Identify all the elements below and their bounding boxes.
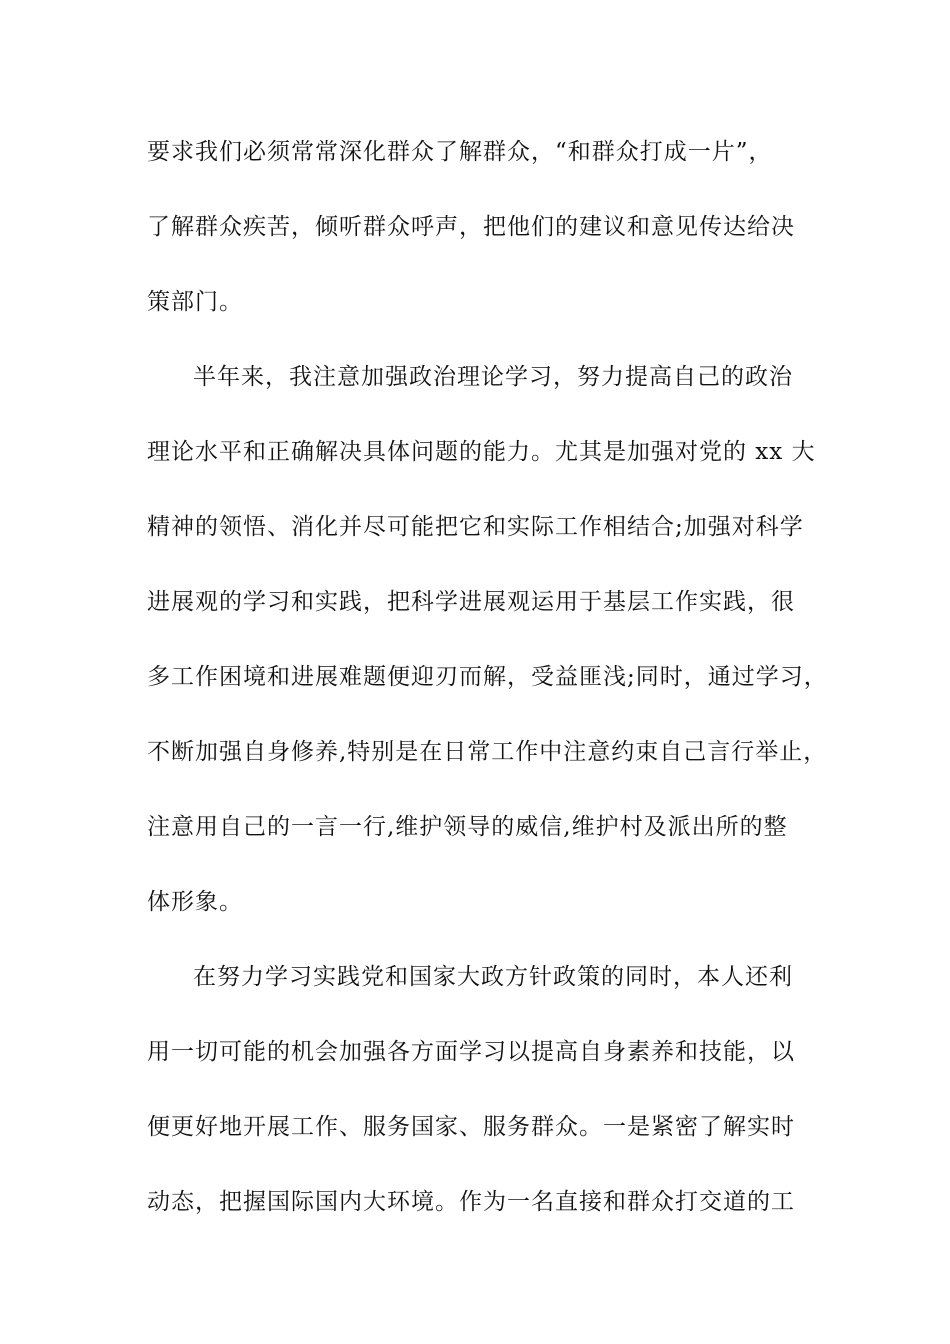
text-line-6: 精神的领悟、消化并尽可能把它和实际工作相结合;加强对科学 (147, 514, 804, 540)
text-line-11: 体形象。 (147, 889, 243, 915)
text-line-3: 策部门。 (147, 289, 243, 315)
text-line-14: 便更好地开展工作、服务国家、服务群众。一是紧密了解实时 (147, 1114, 795, 1140)
text-line-8: 多工作困境和进展难题便迎刃而解，受益匪浅;同时，通过学习， (147, 664, 828, 690)
paragraph-3-first-line: 在努力学习实践党和国家大政方针政策的同时，本人还利 (193, 964, 793, 990)
text-line-9: 不断加强自身修养,特别是在日常工作中注意约束自己言行举止， (147, 739, 828, 765)
text-line-15: 动态，把握国际国内大环境。作为一名直接和群众打交道的工 (147, 1189, 795, 1215)
text-line-2: 了解群众疾苦，倾听群众呼声，把他们的建议和意见传达给决 (147, 214, 795, 240)
text-line-10: 注意用自己的一言一行,维护领导的威信,维护村及派出所的整 (147, 814, 788, 840)
text-line-5: 理论水平和正确解决具体问题的能力。尤其是加强对党的 xx 大 (147, 439, 816, 465)
text-line-1: 要求我们必须常常深化群众了解群众，“和群众打成一片”， (147, 139, 773, 165)
text-line-13: 用一切可能的机会加强各方面学习以提高自身素养和技能，以 (147, 1039, 795, 1065)
text-line-7: 进展观的学习和实践，把科学进展观运用于基层工作实践，很 (147, 589, 795, 615)
paragraph-2-first-line: 半年来，我注意加强政治理论学习，努力提高自己的政治 (193, 364, 793, 390)
